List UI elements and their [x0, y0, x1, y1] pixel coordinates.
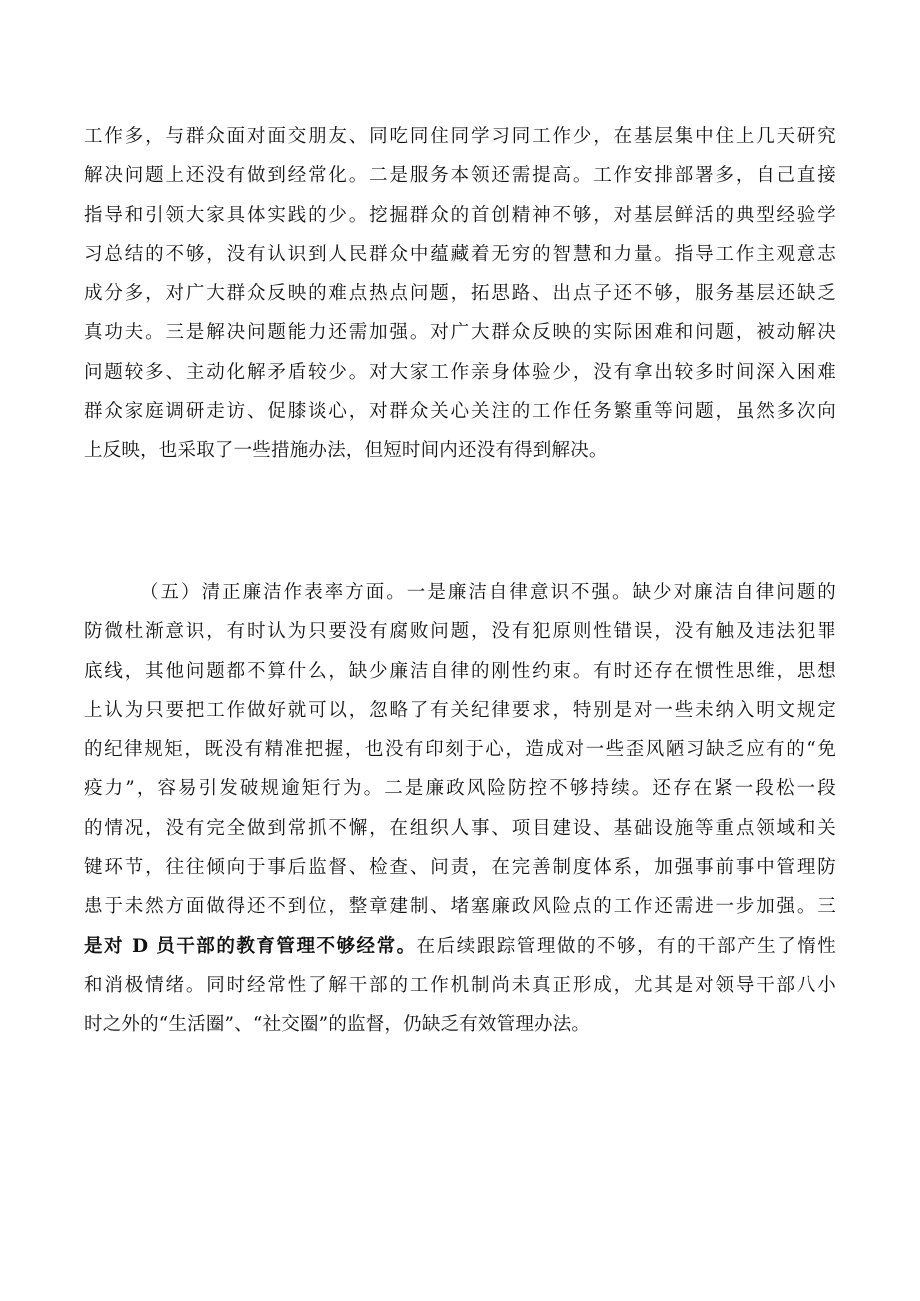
text-line-indented: （五）清正廉洁作表率方面。一是廉洁自律意识不强。缺少对廉洁自律问题的 [140, 582, 836, 603]
text-line: 上认为只要把工作做好就可以，忽略了有关纪律要求，特别是对一些未纳入明文规定 [84, 699, 836, 721]
bold-phrase: 是对 D 员干部的教育管理不够经常。 [84, 935, 417, 957]
text-line: 问题较多、主动化解矛盾较少。对大家工作亲身体验少，没有拿出较多时间深入困难 [84, 361, 836, 383]
text-line: 的情况，没有完全做到常抓不懈，在组织人事、项目建设、基础设施等重点领域和关 [84, 817, 836, 839]
text-line: 上反映，也采取了一些措施办法，但短时间内还没有得到解决。 [84, 440, 608, 462]
text-line: 指导和引领大家具体实践的少。挖掘群众的首创精神不够，对基层鲜活的典型经验学 [84, 204, 836, 226]
text-line: 群众家庭调研走访、促膝谈心，对群众关心关注的工作任务繁重等问题，虽然多次向 [84, 401, 836, 423]
text-run: 在后续跟踪管理做的不够，有的干部产生了惰性 [416, 935, 836, 957]
text-line: 真功夫。三是解决问题能力还需加强。对广大群众反映的实际困难和问题，被动解决 [84, 322, 836, 344]
text-line: 疫力”，容易引发破规逾矩行为。二是廉政风险防控不够持续。还存在紧一段松一段 [84, 778, 836, 800]
text-line-mixed [84, 927, 836, 966]
text-line: 的纪律规矩，既没有精准把握，也没有印刻于心，造成对一些歪风陋习缺乏应有的“免 [84, 739, 836, 761]
text-line: 解决问题上还没有做到经常化。二是服务本领还需提高。工作安排部署多，自己直接 [84, 165, 836, 187]
paragraph-2 [84, 573, 836, 1045]
paragraph-1 [84, 117, 836, 471]
text-line: 和消极情绪。同时经常性了解干部的工作机制尚未真正形成，尤其是对领导干部八小 [84, 974, 836, 996]
text-line: 时之外的“生活圈”、“社交圈”的监督，仍缺乏有效管理办法。 [84, 1014, 591, 1036]
text-line: 习总结的不够，没有认识到人民群众中蕴藏着无穷的智慧和力量。指导工作主观意志 [84, 243, 836, 265]
text-line: 防微杜渐意识，有时认为只要没有腐败问题，没有犯原则性错误，没有触及违法犯罪 [84, 621, 836, 643]
text-line: 成分多，对广大群众反映的难点热点问题，拓思路、出点子还不够，服务基层还缺乏 [84, 283, 836, 305]
text-line: 患于未然方面做得还不到位，整章建制、堵塞廉政风险点的工作还需进一步加强。三 [84, 896, 836, 918]
text-line: 底线，其他问题都不算什么，缺少廉洁自律的刚性约束。有时还存在惯性思维，思想 [84, 660, 836, 682]
text-line: 键环节，往往倾向于事后监督、检查、问责，在完善制度体系，加强事前事中管理防 [84, 857, 836, 879]
text-line: 工作多，与群众面对面交朋友、同吃同住同学习同工作少，在基层集中住上几天研究 [84, 126, 836, 147]
